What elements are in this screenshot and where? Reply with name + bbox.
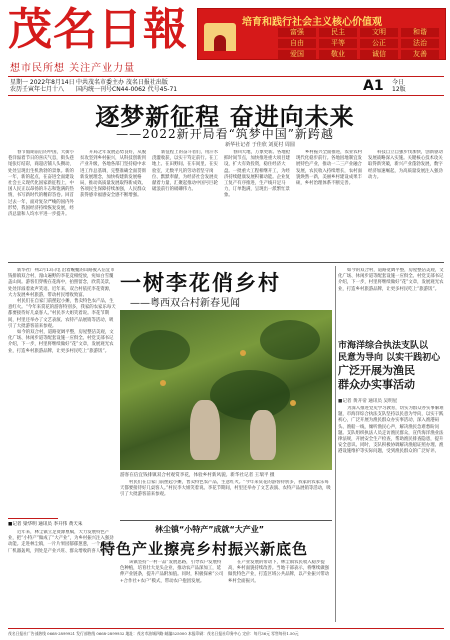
- lead-column: [296, 150, 364, 260]
- issue-info-bar: [8, 76, 444, 96]
- value-item: 富强: [278, 28, 316, 37]
- value-item: 平等: [319, 39, 357, 48]
- lead-column: [224, 150, 292, 260]
- cn-number-line: 国内统一刊号CN44-0062 代号45-71: [76, 86, 178, 93]
- foliage-shape: [130, 330, 190, 370]
- photo-caption: 游客在信宜钱排镇双合村观赏李花，体验乡村新风貌。新华社记者 王瑞平 摄: [120, 473, 275, 478]
- person-figure: [250, 410, 276, 460]
- article-text: 春节假期前后的中国，大街小巷洋溢着节日的喜庆气息，街头巷尾张灯结彩，商超店铺人头攒动，处处呈现出生机勃勃的景象。新的一年，新的起点，在奋进全面建设社会主义现代化国家新征程上，中国人民正以昂扬的斗志和饱满的热情，书写新时代的精彩答卷。回首过去一年，面对复杂严峻的国内外形势，我国经济持续恢复发展，经济总量和人均水平进一步提升。: [8, 150, 75, 218]
- footer-bar: 茂名日报社广告部热线 0668-2899921 发行部热线 0668-2899932 地址：茂名市油城四路 邮编525000 本报印刷：茂名日报社印务中心 定价：每月36元 零售每份1.50元: [8, 628, 444, 639]
- foliage-shape: [210, 370, 290, 420]
- bottom-kicker: 林尘镇“小特产”成就“大产业”: [155, 525, 265, 534]
- values-banner: [197, 8, 446, 60]
- lead-column: [152, 150, 220, 260]
- value-item: 民主: [319, 28, 357, 37]
- value-item: 敬业: [319, 50, 357, 59]
- article-text: 在产业发展的带动下，林尘镇农民收入稳步提高，乡村面貌持续改善。当地干部表示，将继续做强做优特色产业，打造区域公共品牌，以产业振兴带动乡村全面振兴。: [228, 560, 329, 584]
- value-item: 公正: [360, 39, 398, 48]
- lead-column: [8, 150, 76, 260]
- right-story-byline: ■记者 黄开帝 通讯员 吴明星: [338, 399, 398, 404]
- person-figure: [190, 400, 220, 460]
- issue-date: [10, 79, 75, 93]
- feature-headline: 一树李花俏乡村: [120, 271, 281, 295]
- page-number: A1: [363, 78, 384, 94]
- right-column: [338, 268, 444, 338]
- issue-date-line: 星期一 2022年8月14日: [10, 79, 75, 86]
- feature-column: [120, 480, 332, 518]
- page-count: [392, 79, 406, 93]
- value-item: 和谐: [401, 28, 439, 37]
- fruit-shape: [160, 380, 166, 386]
- article-text: 乡村振兴全面推进，农业农村现代化稳步前行。各地因地制宜发展特色产业，推动一二三产业融合发展，农民收入持续增长，农村面貌焕然一新，美丽乡村建设成果丰硕，乡村治理体系不断完善。: [296, 150, 363, 187]
- article-text: 近年来，林尘镇立足资源禀赋，大力发展特色产业，把“小特产”做成了“大产业”，为乡村振兴注入强劲动能。走进林尘镇，一片片果园郁郁葱葱，一个个加工厂机器轰鸣，到处是产业兴旺、群众增收的喜人景象。: [8, 530, 114, 554]
- feature-column: [8, 268, 116, 516]
- feature-subhead: ——粤西双合村新春见闻: [130, 298, 240, 309]
- value-item: 友善: [401, 50, 439, 59]
- article-text: 科技自立自强步伐加快，创新驱动发展战略深入实施。关键核心技术攻关取得新突破，新兴产业蓬勃发展，数字经济加速崛起，为高质量发展注入强劲动力。: [368, 150, 443, 180]
- article-text: 该镇坚持“一村一品”发展思路，引导农户发展特色种植，培育壮大龙头企业，推动农产品深加工，延伸产业链条，提升产品附加值。同时，积极探索“公司+合作社+农户”模式，带动农户抱团发展。: [120, 560, 224, 584]
- value-item: 文明: [360, 28, 398, 37]
- page-count-line: 12版: [392, 86, 406, 93]
- bottom-headline: 特色产业擦亮乡村振兴新底色: [100, 540, 309, 558]
- value-item: 诚信: [360, 50, 398, 59]
- masthead-title: 茂名日報: [8, 4, 188, 55]
- masthead-slogan: 想市民所想 关注产业力量: [10, 63, 136, 74]
- bottom-column: [8, 530, 116, 625]
- issue-lunar-line: 农历壬寅年七月十八: [10, 86, 65, 93]
- column-rule: [335, 266, 336, 622]
- lead-column: [368, 150, 444, 260]
- right-column: [338, 406, 444, 622]
- page-count-line: 今日: [392, 79, 405, 86]
- value-item: 法治: [401, 39, 439, 48]
- fruit-shape: [290, 400, 296, 406]
- right-headline-line: 群众办实事活动: [338, 378, 415, 391]
- lead-headline: 逐梦新征程 奋进向未来: [95, 103, 355, 131]
- lead-subhead: ——2022新开局看“筑梦中国”新跨越: [116, 127, 334, 141]
- article-text: 如今的双合村，道路宽阔平整，房屋整洁美观，文化广场、休闲步道等配套设施一应俱全。村党支部书记介绍，下一步，村里将继续做好“花”文章，发展观光农业，打造乡村旅游品牌，让更多村民吃上“旅游饭”。: [8, 330, 114, 354]
- plum-blossom-photo: [120, 310, 332, 470]
- fruit-shape: [240, 350, 246, 356]
- bottom-story-byline: ■记者 梁华明 通讯员 李开伟 黄天朱: [8, 522, 83, 527]
- right-headline-line: 民意为导向 以实干践初心: [338, 353, 441, 363]
- right-headline-line: 市海洋综合执法支队以: [338, 341, 429, 351]
- right-story-headline: [338, 340, 444, 392]
- bottom-column: [228, 560, 332, 625]
- article-text: 村民们在自家门前摆起小摊，售卖特色农产品，生意红火。“今年来赏花的游客特别多，我家的农家乐每天都要接待好几桌客人。”村民李大姐笑着说。李花节期间，村里还举办了文艺表演、农特产品展销等活动，吸引了大批游客前来参观。: [120, 480, 331, 498]
- article-text: 新征程上的奋斗者们，用汗水浇灌收获，以实干笃定前行。在工地上、在田野间、在车间里、在实验室，无数平凡的劳动者坚守岗位、默默奉献，为经济社会发展贡献着力量，汇聚起推动中国号巨轮破浪前行的磅礴伟力。: [152, 150, 219, 193]
- lead-byline: 新华社记者 于佳欣 刘夏村 周圆: [225, 142, 295, 148]
- article-text: 新华社广州2月13日电 沿着蜿蜒的山路驶入信宜市钱排镇双合村，漫山遍野的李花竞相绽放，宛如白雪覆盖山岗。游客们穿梭在花海中，拍照留念，欣赏美景，处处洋溢着欢声笑语。近年来，双合村依托李花资源，大力发展乡村旅游，带动村民增收致富。: [8, 268, 115, 298]
- article-text: 为深入推进党史学习教育，切实为群众办实事解难题，市海洋综合执法支队坚持以民意为导向，以实干践初心，广泛开展为渔民群众办实事活动，深入渔港码头、渔船一线，倾听渔民心声，解决渔民急难愁盼问题。支队组织执法人员走访渔民群众，宣传海洋渔业法律法规，开展安全生产检查，帮助渔民排查隐患，提升安全意识。同时，支队积极协调解决渔船证照办理、渔港设施维护等实际问题，受到渔民群众的广泛好评。: [338, 406, 444, 455]
- values-grid: [278, 28, 439, 59]
- article-text: 村民们在自家门前摆起小摊，售卖特色农产品，生意红火。“今年来赏花的游客特别多，我家的农家乐每天都要接待好几桌客人。”村民李大姐笑着说。李花节期间，村里还举办了文艺表演、农特产品展销等活动，吸引了大批游客前来参观。: [8, 299, 116, 329]
- section-divider: [8, 262, 444, 263]
- section-divider: [120, 520, 332, 521]
- value-item: 自由: [278, 39, 316, 48]
- article-text: 春回大地，万象更新。各地抢抓时间节点，加快推进重大项目建设，扩大有效投资，稳住经济大盘。一批重大工程相继开工，为经济持续健康发展积蓄动能。企业复工复产有序推进，生产线开足马力，订单饱满，呈现出一派繁忙景象。: [224, 150, 291, 199]
- article-text: 如今的双合村，道路宽阔平整，房屋整洁美观，文化广场、休闲步道等配套设施一应俱全。村党支部书记介绍，下一步，村里将继续做好“花”文章，发展观光农业，打造乡村旅游品牌，让更多村民吃上“旅游饭”。: [338, 268, 444, 292]
- article-text: 开局之年发展态势良好，从脱贫攻坚到乡村振兴，从科技创新到产业升级，各地各部门坚持稳中求进工作总基调，完整准确全面贯彻新发展理念，加快构建新发展格局，推动高质量发展取得新成效。各项民生保障持续加强，人民群众获得感幸福感安全感不断增强。: [80, 150, 147, 199]
- publisher-line: 中共茂名市委主办 茂名日报社出版: [76, 79, 168, 86]
- right-headline-line: 广泛开展为渔民: [338, 364, 415, 377]
- tiananmen-icon: [204, 23, 236, 51]
- publisher-info: [76, 79, 177, 93]
- lead-column: [80, 150, 148, 260]
- foliage-shape: [260, 320, 320, 360]
- banner-title: 培育和践行社会主义核心价值观: [242, 17, 382, 28]
- bottom-column: [120, 560, 224, 625]
- value-item: 爱国: [278, 50, 316, 59]
